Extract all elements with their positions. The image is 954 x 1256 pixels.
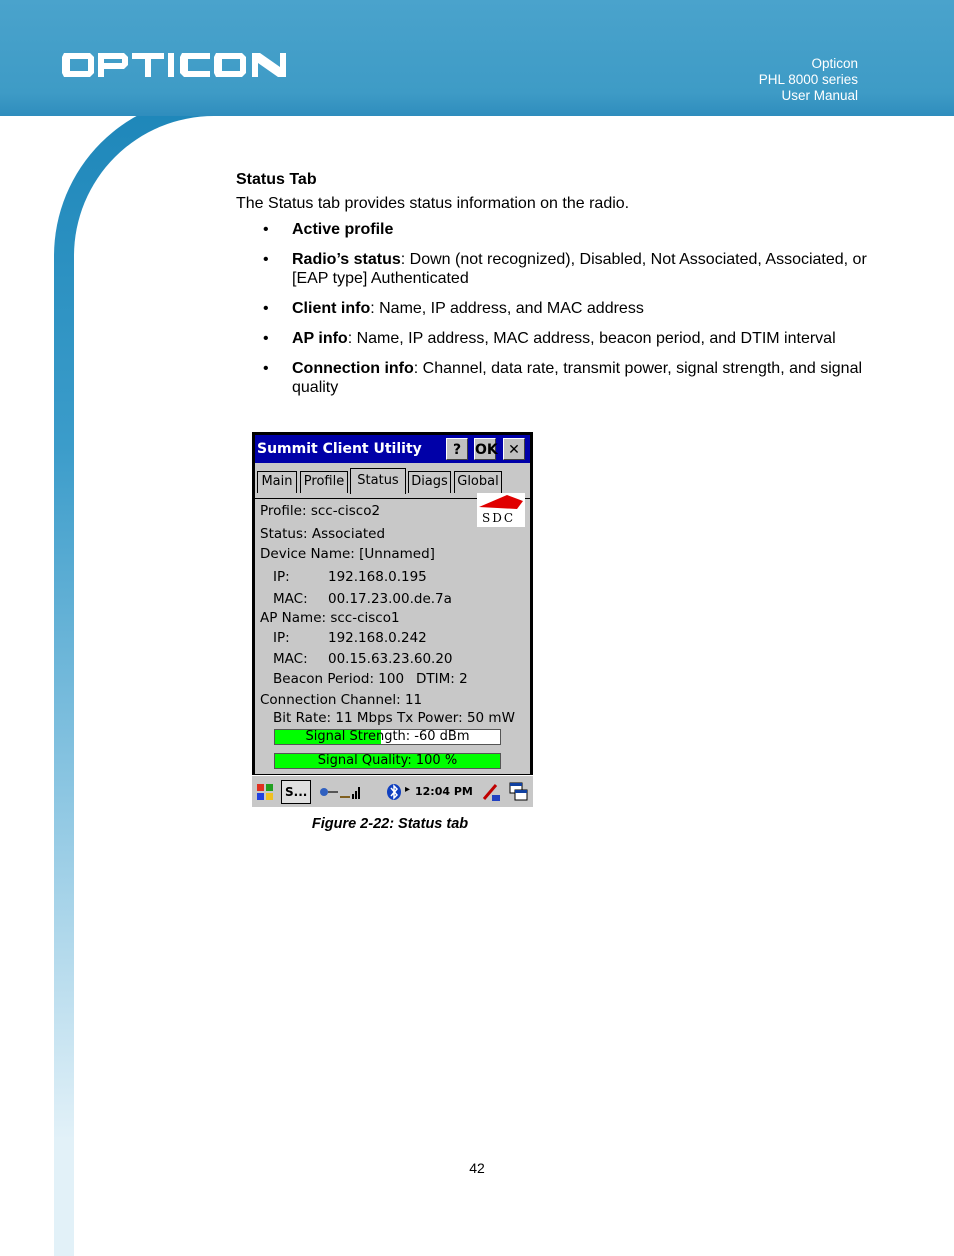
status-line: Status: Associated (260, 526, 386, 542)
beacon-period: Beacon Period: 100 (273, 671, 405, 687)
signal-quality-label: Signal Quality: 100 % (317, 753, 458, 768)
figure-caption: Figure 2-22: Status tab (311, 816, 469, 832)
section-intro: The Status tab provides status information on the radio. (236, 195, 630, 212)
taskbar-app-button[interactable] (281, 780, 311, 804)
list-item: • AP info: Name, IP address, MAC address, beacon period, and DTIM interval (263, 330, 836, 347)
list-item: • Active profile (263, 221, 394, 238)
signal-strength-label: Signal Strength: -60 dBm (305, 729, 470, 744)
ap-ip-value: 192.168.0.242 (328, 630, 427, 646)
section-title: Status Tab (236, 171, 317, 188)
tab-status[interactable]: Status (350, 468, 406, 494)
connection-channel: Connection Channel: 11 (260, 692, 423, 708)
client-mac-value: 00.17.23.00.de.7a (328, 591, 452, 607)
clock-time[interactable]: 12:04 PM (415, 785, 473, 798)
sdc-logo-text: SDC (482, 511, 516, 525)
sdc-logo (477, 493, 525, 527)
taskbar-app-label: S... (285, 785, 308, 799)
tab-bar (255, 469, 530, 493)
bluetooth-icon[interactable] (385, 783, 403, 801)
profile-line: Profile: scc-cisco2 (260, 503, 381, 519)
page-number: 42 (469, 1160, 485, 1176)
bit-rate: Bit Rate: 11 Mbps (273, 710, 393, 726)
device-screenshot (252, 432, 533, 807)
bullet-list (236, 220, 876, 397)
tab-main[interactable]: Main (257, 471, 297, 493)
windows-start-icon[interactable] (255, 782, 275, 802)
ap-name-line: AP Name: scc-cisco1 (260, 610, 400, 626)
tab-profile[interactable]: Profile (300, 471, 348, 493)
taskbar (252, 775, 533, 807)
list-item: • Client info: Name, IP address, and MAC address (263, 300, 644, 317)
header-series: PHL 8000 series (758, 72, 858, 87)
section-content (236, 170, 876, 408)
dtim-value: DTIM: 2 (416, 671, 468, 687)
list-item: • Connection info: Channel, data rate, transmit power, signal strength, and signal quality (263, 360, 863, 396)
signal-quality-bar (274, 753, 501, 769)
tab-global[interactable]: Global (454, 471, 502, 493)
device-name-line: Device Name: [Unnamed] (260, 546, 435, 562)
client-ip-value: 192.168.0.195 (328, 569, 427, 585)
header-doc-info (759, 56, 858, 104)
window-titlebar (255, 435, 530, 463)
ap-mac-value: 00.15.63.23.60.20 (328, 651, 453, 667)
tab-diags[interactable]: Diags (408, 471, 451, 493)
network-icon[interactable] (318, 784, 362, 800)
help-button[interactable]: ? (446, 438, 468, 460)
status-panel (255, 463, 530, 774)
opticon-logo (62, 49, 294, 81)
ap-mac-label: MAC: (273, 651, 308, 667)
close-button[interactable]: ✕ (503, 438, 525, 460)
window-title: Summit Client Utility (257, 441, 422, 457)
header-doc: User Manual (781, 88, 858, 103)
ap-ip-label: IP: (273, 630, 290, 646)
client-mac-label: MAC: (273, 591, 308, 607)
header-company: Opticon (811, 56, 858, 71)
ok-button[interactable]: OK (474, 438, 496, 460)
list-item: • Radio’s status: Down (not recognized), Disabled, Not Associated, Associated, or [EAP type] Authenticated (263, 251, 867, 287)
sdc-logo-mark-icon (477, 493, 525, 511)
input-panel-icon[interactable] (480, 781, 502, 803)
arrow-right-icon: ▸ (405, 784, 411, 795)
windows-switch-icon[interactable] (509, 782, 529, 802)
client-ip-label: IP: (273, 569, 290, 585)
tx-power: Tx Power: 50 mW (397, 710, 515, 726)
signal-strength-bar (274, 729, 501, 745)
